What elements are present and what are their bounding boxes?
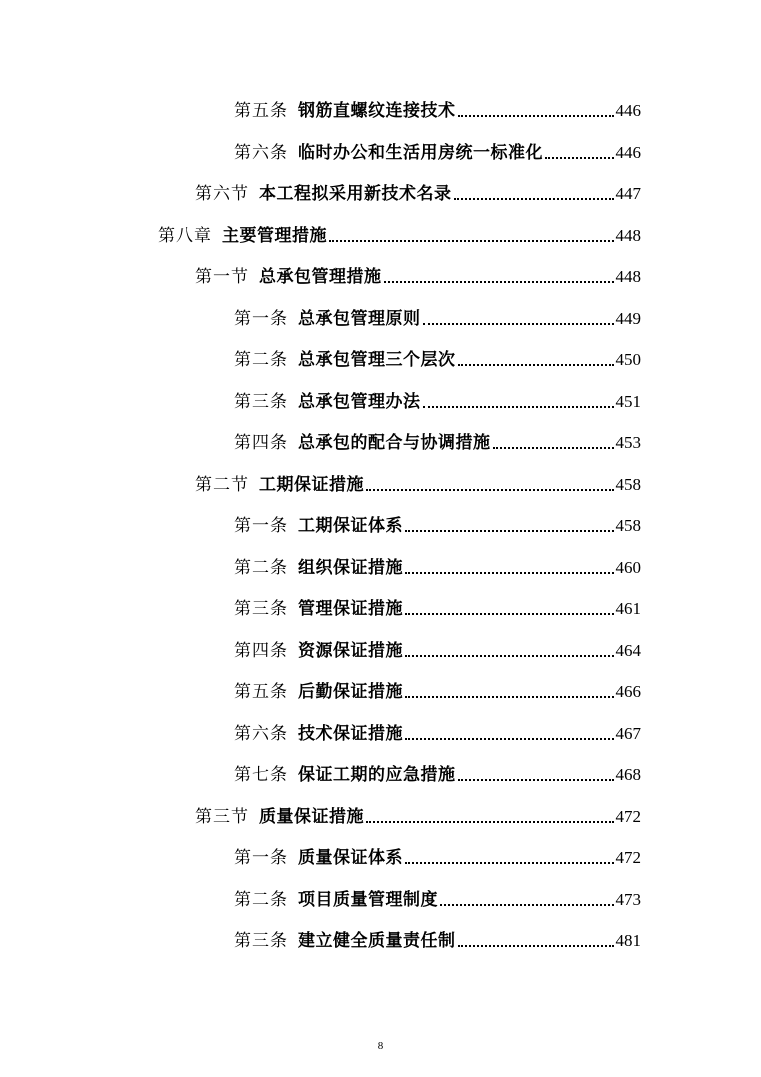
toc-entry-page: 466 xyxy=(615,682,641,701)
toc-entry-title: 组织保证措施 xyxy=(298,558,403,578)
toc-entry-page: 449 xyxy=(615,309,641,328)
toc-entry[interactable] xyxy=(234,345,641,371)
toc-entry-number: 第三条 xyxy=(234,931,288,951)
toc-entry-title: 钢筋直螺纹连接技术 xyxy=(298,101,456,121)
toc-entry-title: 主要管理措施 xyxy=(222,226,327,246)
toc-entry[interactable] xyxy=(195,179,641,205)
toc-entry-label xyxy=(234,557,403,579)
toc-entry-label xyxy=(234,142,543,164)
dot-leader xyxy=(366,821,614,823)
toc-entry-title: 资源保证措施 xyxy=(298,641,403,661)
toc-entry-label xyxy=(234,847,403,869)
toc-entry-label xyxy=(234,764,456,786)
toc-entry[interactable] xyxy=(234,677,641,703)
toc-entry[interactable] xyxy=(234,885,641,911)
toc-entry-title: 总承包管理措施 xyxy=(259,267,382,287)
toc-entry-number: 第一节 xyxy=(195,267,249,287)
dot-leader xyxy=(423,323,614,325)
dot-leader xyxy=(545,157,614,159)
toc-entry-page: 460 xyxy=(615,558,641,577)
toc-entry-page: 458 xyxy=(615,516,641,535)
toc-entry-title: 总承包管理三个层次 xyxy=(298,350,456,370)
toc-entry-number: 第三条 xyxy=(234,392,288,412)
dot-leader xyxy=(366,489,614,491)
toc-entry-number: 第二条 xyxy=(234,558,288,578)
toc-entry[interactable] xyxy=(234,553,641,579)
toc-entry-number: 第二节 xyxy=(195,475,249,495)
toc-entry-number: 第一条 xyxy=(234,516,288,536)
toc-entry-page: 447 xyxy=(615,184,641,203)
toc-entry-page: 468 xyxy=(615,765,641,784)
toc-entry-page: 446 xyxy=(615,101,641,120)
toc-entry-title: 后勤保证措施 xyxy=(298,682,403,702)
toc-entry-title: 总承包管理原则 xyxy=(298,309,421,329)
toc-entry-page: 458 xyxy=(615,475,641,494)
toc-entry-page: 472 xyxy=(615,807,641,826)
dot-leader xyxy=(405,572,614,574)
toc-entry-title: 工期保证体系 xyxy=(298,516,403,536)
dot-leader xyxy=(405,530,614,532)
toc-entry-label xyxy=(195,474,364,496)
toc-entry[interactable] xyxy=(195,470,641,496)
toc-entry-title: 工期保证措施 xyxy=(259,475,364,495)
toc-entry[interactable] xyxy=(234,428,641,454)
toc-entry-title: 建立健全质量责任制 xyxy=(298,931,456,951)
toc-entry-page: 461 xyxy=(615,599,641,618)
toc-entry-page: 450 xyxy=(615,350,641,369)
dot-leader xyxy=(329,240,614,242)
toc-entry-number: 第七条 xyxy=(234,765,288,785)
toc-entry-label xyxy=(234,889,438,911)
toc-entry-label xyxy=(234,100,456,122)
dot-leader xyxy=(458,779,614,781)
toc-entry[interactable] xyxy=(158,221,641,247)
toc-entry-label xyxy=(234,930,456,952)
toc-entry-number: 第二条 xyxy=(234,350,288,370)
toc-entry[interactable] xyxy=(195,262,641,288)
dot-leader xyxy=(458,115,614,117)
toc-entry-page: 451 xyxy=(615,392,641,411)
toc-entry-title: 本工程拟采用新技术名录 xyxy=(259,184,452,204)
dot-leader xyxy=(493,447,614,449)
toc-entry-label xyxy=(195,183,452,205)
toc-entry-number: 第三节 xyxy=(195,807,249,827)
dot-leader xyxy=(458,364,614,366)
toc-entry-number: 第二条 xyxy=(234,890,288,910)
toc-entry-label xyxy=(234,598,403,620)
dot-leader xyxy=(440,904,614,906)
toc-entry-number: 第五条 xyxy=(234,682,288,702)
toc-entry-label xyxy=(234,308,421,330)
dot-leader xyxy=(454,198,614,200)
toc-entry-number: 第六条 xyxy=(234,724,288,744)
toc-entry-number: 第四条 xyxy=(234,433,288,453)
toc-entry-page: 481 xyxy=(615,931,641,950)
dot-leader xyxy=(405,862,614,864)
toc-entry-title: 技术保证措施 xyxy=(298,724,403,744)
toc-entry-title: 总承包管理办法 xyxy=(298,392,421,412)
toc-entry-label xyxy=(234,515,403,537)
toc-entry-label xyxy=(195,266,382,288)
toc-entry[interactable] xyxy=(234,594,641,620)
toc-entry-label xyxy=(195,806,364,828)
toc-entry-number: 第四条 xyxy=(234,641,288,661)
toc-entry-number: 第六节 xyxy=(195,184,249,204)
toc-entry-page: 473 xyxy=(615,890,641,909)
toc-entry[interactable] xyxy=(234,926,641,952)
toc-entry-label xyxy=(234,681,403,703)
toc-entry[interactable] xyxy=(195,802,641,828)
toc-entry-title: 保证工期的应急措施 xyxy=(298,765,456,785)
toc-entry-number: 第一条 xyxy=(234,309,288,329)
toc-entry-label xyxy=(234,349,456,371)
toc-entry-number: 第三条 xyxy=(234,599,288,619)
toc-entry-title: 管理保证措施 xyxy=(298,599,403,619)
toc-entry-number: 第八章 xyxy=(158,226,212,246)
toc-entry-title: 项目质量管理制度 xyxy=(298,890,438,910)
toc-entry-label xyxy=(234,723,403,745)
toc-entry-page: 446 xyxy=(615,143,641,162)
dot-leader xyxy=(405,738,614,740)
dot-leader xyxy=(423,406,614,408)
dot-leader xyxy=(405,696,614,698)
toc-entry-title: 临时办公和生活用房统一标准化 xyxy=(298,143,543,163)
toc-entry[interactable] xyxy=(234,511,641,537)
toc-entry[interactable] xyxy=(234,636,641,662)
toc-entry-number: 第一条 xyxy=(234,848,288,868)
page-number: 8 xyxy=(377,1040,384,1052)
toc-entry-page: 472 xyxy=(615,848,641,867)
dot-leader xyxy=(458,945,614,947)
toc-entry-number: 第五条 xyxy=(234,101,288,121)
toc-entry-label xyxy=(234,432,491,454)
toc-entry-number: 第六条 xyxy=(234,143,288,163)
toc-entry-label xyxy=(234,391,421,413)
toc-entry[interactable] xyxy=(234,96,641,122)
toc-entry-title: 总承包的配合与协调措施 xyxy=(298,433,491,453)
toc-entry[interactable] xyxy=(234,719,641,745)
dot-leader xyxy=(384,281,614,283)
dot-leader xyxy=(405,655,614,657)
toc-entry-page: 453 xyxy=(615,433,641,452)
toc-entry-page: 464 xyxy=(615,641,641,660)
toc-entry[interactable] xyxy=(234,387,641,413)
toc-entry[interactable] xyxy=(234,843,641,869)
toc-entry-page: 467 xyxy=(615,724,641,743)
toc-entry[interactable] xyxy=(234,304,641,330)
toc-entry-title: 质量保证措施 xyxy=(259,807,364,827)
toc-entry-label xyxy=(158,225,327,247)
toc-entry-title: 质量保证体系 xyxy=(298,848,403,868)
toc-entry[interactable] xyxy=(234,760,641,786)
toc-entry[interactable] xyxy=(234,138,641,164)
dot-leader xyxy=(405,613,614,615)
toc-entry-label xyxy=(234,640,403,662)
toc-entry-page: 448 xyxy=(615,226,641,245)
toc-entry-page: 448 xyxy=(615,267,641,286)
